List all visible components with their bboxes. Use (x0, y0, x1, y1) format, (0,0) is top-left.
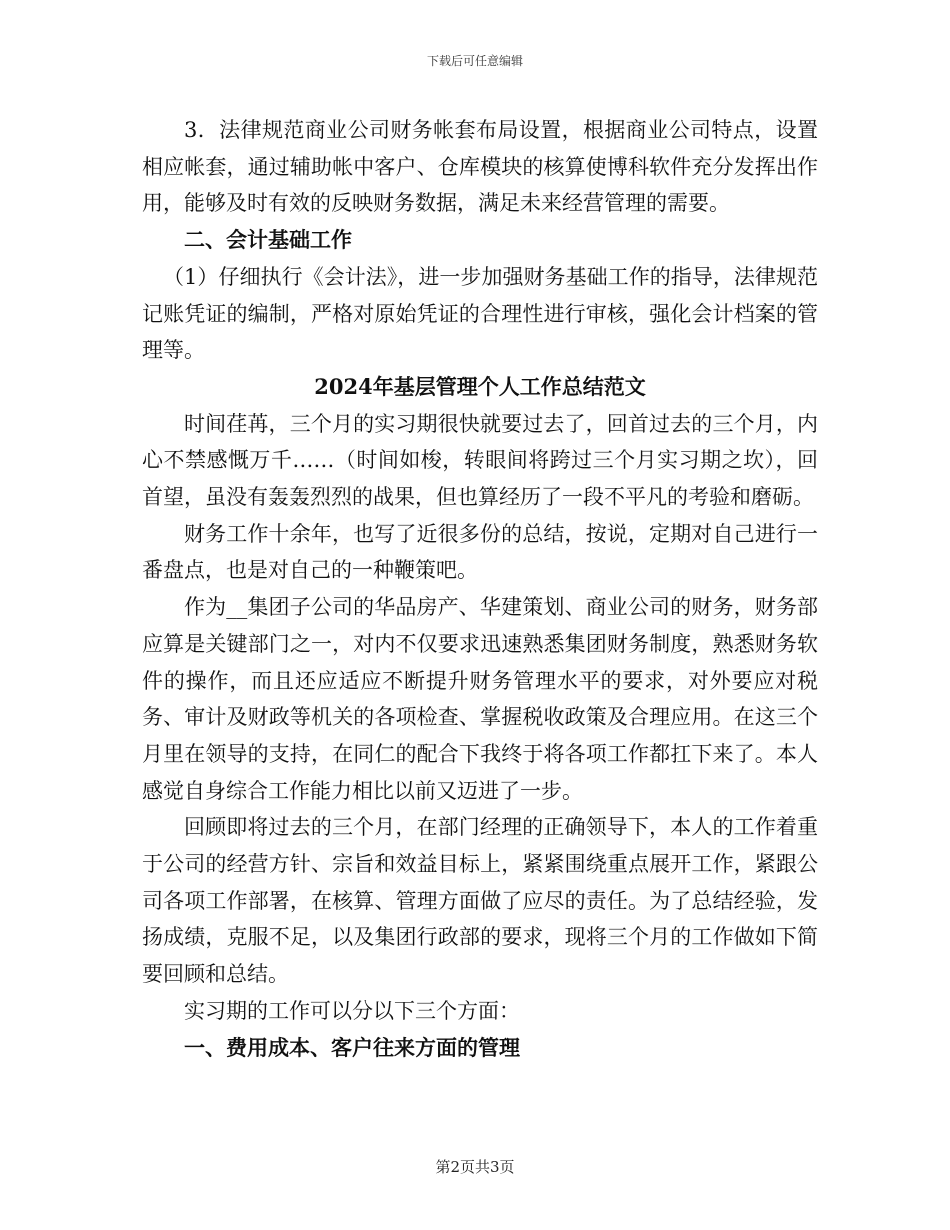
page-header: 下载后可任意编辑 (426, 54, 523, 68)
paragraph-intro: 时间荏苒，三个月的实习期很快就要过去了，回首过去的三个月，内心不禁感慨万千……（时间如梭，转眼间将跨过三个月实习期之坎），回首望，虽没有轰轰烈烈的战果，但也算经历了一段不平凡的考验和磨砺。 (142, 411, 818, 510)
section-heading-accounting-basics: 二、会计基础工作 (184, 227, 352, 253)
paragraph-experience: 财务工作十余年，也写了近很多份的总结，按说，定期对自己进行一番盘点，也是对自己的一种鞭策吧。 (142, 521, 818, 583)
paragraph-item-3: 3．法律规范商业公司财务帐套布局设置，根据商业公司特点，设置相应帐套，通过辅助帐中客户、仓库模块的核算使博科软件充分发挥出作用，能够及时有效的反映财务数据，满足未来经营管理的需要。 (142, 118, 818, 216)
section-heading-cost-management: 一、费用成本、客户往来方面的管理 (184, 1034, 520, 1060)
paragraph-role: 作为__集团子公司的华品房产、华建策划、商业公司的财务，财务部应算是关键部门之一，对内不仅要求迅速熟悉集团财务制度，熟悉财务软件的操作，而且还应适应不断提升财务管理水平的要求，对外要应对税务、审计及财政等机关的各项检查、掌握税收政策及合理应用。在这三个月里在领导的支持，在同仁的配合下我终于将各项工作都扛下来了。本人感觉自身综合工作能力相比以前又迈进了一步。 (142, 595, 818, 803)
paragraph-aspects-intro: 实习期的工作可以分以下三个方面： (184, 998, 520, 1023)
paragraph-accounting-law: （1）仔细执行《会计法》，进一步加强财务基础工作的指导，法律规范记账凭证的编制，严格对原始凭证的合理性进行审核，强化会计档案的管理等。 (142, 264, 818, 363)
document-body (142, 112, 818, 1066)
page-number: 第2页共3页 (435, 1158, 515, 1176)
document-title: 2024年基层管理个人工作总结范文 (314, 373, 646, 399)
paragraph-review: 回顾即将过去的三个月，在部门经理的正确领导下，本人的工作着重于公司的经营方针、宗旨和效益目标上，紧紧围绕重点展开工作，紧跟公司各项工作部署，在核算、管理方面做了应尽的责任。为了总结经验，发扬成绩，克服不足，以及集团行政部的要求，现将三个月的工作做如下简要回顾和总结。 (142, 815, 818, 987)
